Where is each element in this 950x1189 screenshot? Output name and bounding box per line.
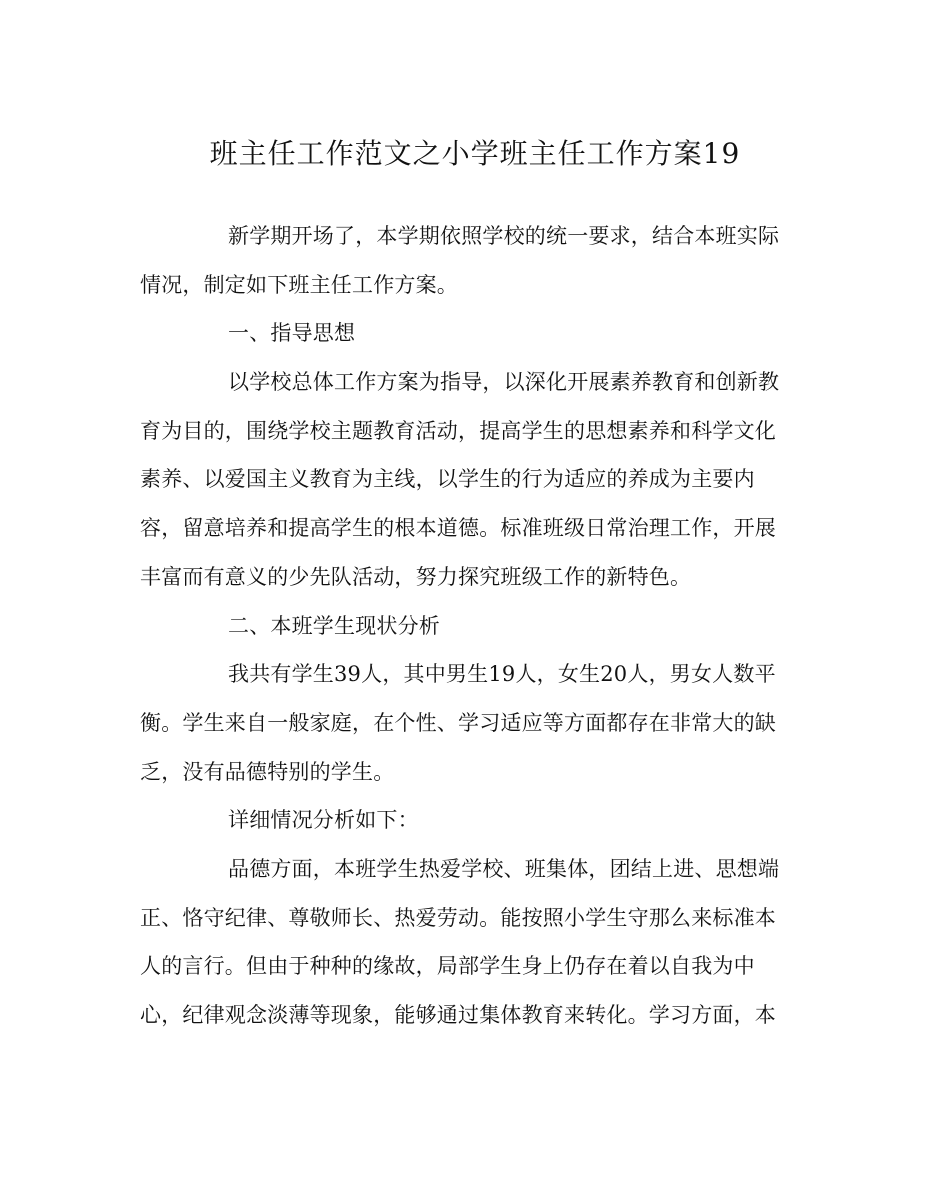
- document-body: [140, 212, 800, 1040]
- document-title: 班主任工作范文之小学班主任工作方案19: [209, 137, 741, 170]
- paragraph-line: 新学期开场了，本学期依照学校的统一要求，结合本班实际: [228, 224, 780, 248]
- paragraph-line: 素养、以爱国主义教育为主线，以学生的行为适应的养成为主要内: [140, 467, 755, 492]
- paragraph-line: 衡。学生来自一般家庭，在个性、学习适应等方面都存在非常大的缺: [140, 710, 776, 735]
- section-heading: 二、本班学生现状分析: [228, 613, 440, 638]
- paragraph-line: 详细情况分析如下：: [228, 808, 419, 833]
- paragraph-line: 人的言行。但由于种种的缘故，局部学生身上仍存在着以自我为中: [140, 954, 755, 979]
- paragraph-line: 以学校总体工作方案为指导，以深化开展素养教育和创新教: [228, 370, 780, 395]
- paragraph-line: 乏，没有品德特别的学生。: [140, 759, 395, 784]
- paragraph-line: 容，留意培养和提高学生的根本道德。标准班级日常治理工作，开展: [140, 516, 776, 541]
- paragraph-line: 育为目的，围绕学校主题教育活动，提高学生的思想素养和科学文化: [140, 418, 776, 443]
- section-heading: 一、指导思想: [228, 321, 356, 346]
- paragraph-line: 我共有学生39人，其中男生19人，女生20人，男女人数平: [228, 662, 776, 687]
- paragraph-line: 丰富而有意义的少先队活动，努力探究班级工作的新特色。: [140, 564, 692, 589]
- paragraph-line: 情况，制定如下班主任工作方案。: [140, 272, 458, 297]
- paragraph-line: 心，纪律观念淡薄等现象，能够通过集体教育来转化。学习方面，本: [140, 1003, 776, 1027]
- paragraph-line: 正、恪守纪律、尊敬师长、热爱劳动。能按照小学生守那么来标准本: [140, 905, 776, 930]
- paragraph-line: 品德方面，本班学生热爱学校、班集体，团结上进、思想端: [228, 856, 780, 881]
